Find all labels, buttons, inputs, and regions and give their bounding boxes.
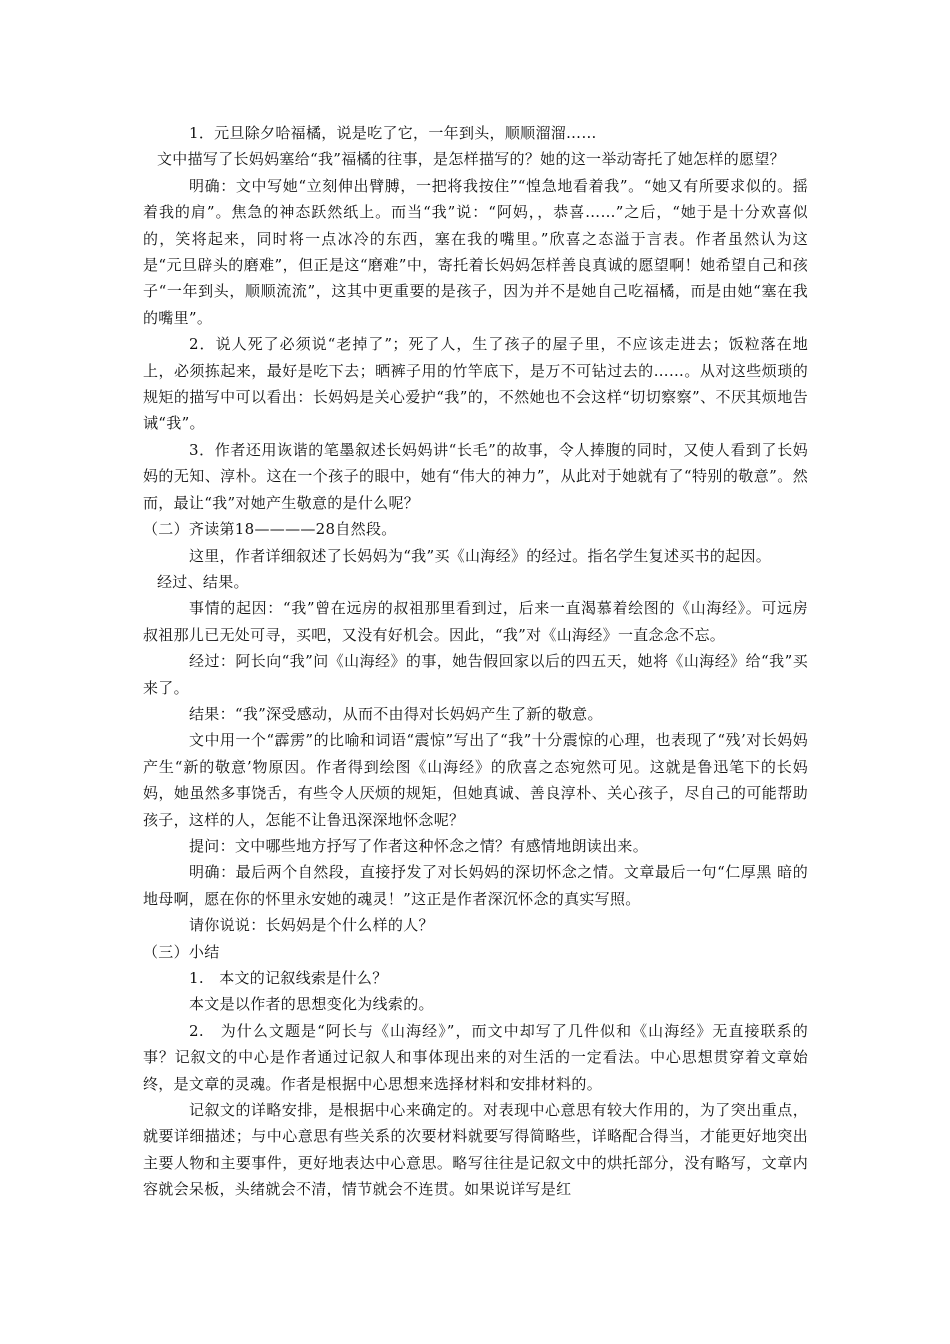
paragraph: 文中描写了长妈妈塞给“我”福橘的往事，是怎样描写的？她的这一举动寄托了她怎样的愿望？ — [157, 150, 785, 169]
paragraph: 经过、结果。 — [157, 572, 249, 591]
paragraph: 1. 本文的记叙线索是什么？ — [189, 969, 388, 987]
paragraph: 2. 为什么文题是“阿长与《山海经》”，而文中却写了几件似和《山海经》无直接联系的事？记叙文的中心是作者通过记叙人和事体现出来的对生活的一定看法。中心思想贯穿着文章始终，是文章的灵魂。作者是根据中心思想来选择材料和安排材料的。 — [143, 1021, 808, 1093]
paragraph: 经过：阿长向“我”问《山海经》的事，她告假回家以后的四五天，她将《山海经》给“我”买来了。 — [143, 652, 808, 697]
paragraph: 文中用一个“霹雳”的比喻和词语“震惊”写出了“我”十分震惊的心理，也表现了“残’对长妈妈产生“新的敬意’物原因。作者得到绘图《山海经》的欣喜之态宛然可见。这就是鲁迅笔下的长妈妈，她虽然多事饶舌，有些令人厌烦的规矩，但她真诚、善良淳朴、关心孩子，尽自己的可能帮助孩子，这样的人，怎能不让鲁迅深深地怀念呢？ — [143, 731, 808, 829]
paragraph: 明确：文中写她“立刻伸出臂膊，一把将我按住”“惶急地看着我”。“她又有所要求似的。摇着我的肩”。焦急的神态跃然纸上。而当“我”说：“阿妈，，恭喜……”之后，“她于是十分欢喜似的，笑将起来，同时将一点冰冷的东西，塞在我的嘴里。”欣喜之态溢于言表。作者虽然认为这是“元旦辟头的磨难”，但正是这“磨难”中，寄托着长妈妈怎样善良真诚的愿望啊！她希望自己和孩子“一年到头，顺顺流流”，这其中更重要的是孩子，因为并不是她自己吃福橘，而是由她“塞在我的嘴里”。 — [143, 176, 808, 327]
document-body — [143, 120, 808, 1203]
section-heading: （三）小结 — [143, 942, 220, 961]
paragraph: 3．作者还用诙谐的笔墨叙述长妈妈讲“长毛”的故事，令人捧腹的同时，又使人看到了长妈妈的无知、淳朴。这在一个孩子的眼中，她有“伟大的神力”，从此对于她就有了“特别的敬意”。然而，最让“我”对她产生敬意的是什么呢？ — [143, 440, 808, 512]
paragraph: 事情的起因：“我”曾在远房的叔祖那里看到过，后来一直渴慕着绘图的《山海经》。可远房叔祖那儿已无处可寻，买吧，又没有好机会。因此，“我”对《山海经》一直念念不忘。 — [143, 599, 808, 644]
paragraph: 1．元旦除夕哈福橘，说是吃了它，一年到头，顺顺溜溜…… — [189, 124, 597, 142]
paragraph: 本文是以作者的思想变化为线索的。 — [189, 995, 434, 1014]
paragraph: 2．说人死了必须说“老掉了”；死了人，生了孩子的屋子里，不应该走进去；饭粒落在地上，必须拣起来，最好是吃下去；晒裤子用的竹竿底下，是万不可钻过去的……。从对这些烦琐的规矩的描写中可以看出：长妈妈是关心爱护“我”的，不然她也不会这样“切切察察”、不厌其烦地告诫“我”。 — [143, 335, 808, 433]
paragraph: 这里，作者详细叙述了长妈妈为“我”买《山海经》的经过。指名学生复述买书的起因。 — [189, 546, 772, 565]
paragraph: 结果：“我”深受感动，从而不由得对长妈妈产生了新的敬意。 — [189, 704, 603, 723]
paragraph: 记叙文的详略安排，是根据中心来确定的。对表现中心意思有较大作用的，为了突出重点，就要详细描述；与中心意思有些关系的次要材料就要写得简略些，详略配合得当，才能更好地突出主要人物和主要事件，更好地表达中心意思。略写往往是记叙文中的烘托部分，没有略写，文章内容就会呆板，头绪就会不清，情节就会不连贯。如果说详写是红 — [143, 1101, 808, 1199]
section-heading: （二）齐读第18————28自然段。 — [143, 520, 397, 539]
paragraph: 请你说说：长妈妈是个什么样的人？ — [189, 916, 434, 935]
paragraph: 提问：文中哪些地方抒写了作者这种怀念之情？有感情地朗读出来。 — [189, 836, 649, 855]
paragraph: 明确：最后两个自然段，直接抒发了对长妈妈的深切怀念之情。文章最后一句“仁厚黑 暗的地母啊，愿在你的怀里永安她的魂灵！”这正是作者深沉怀念的真实写照。 — [143, 863, 808, 908]
